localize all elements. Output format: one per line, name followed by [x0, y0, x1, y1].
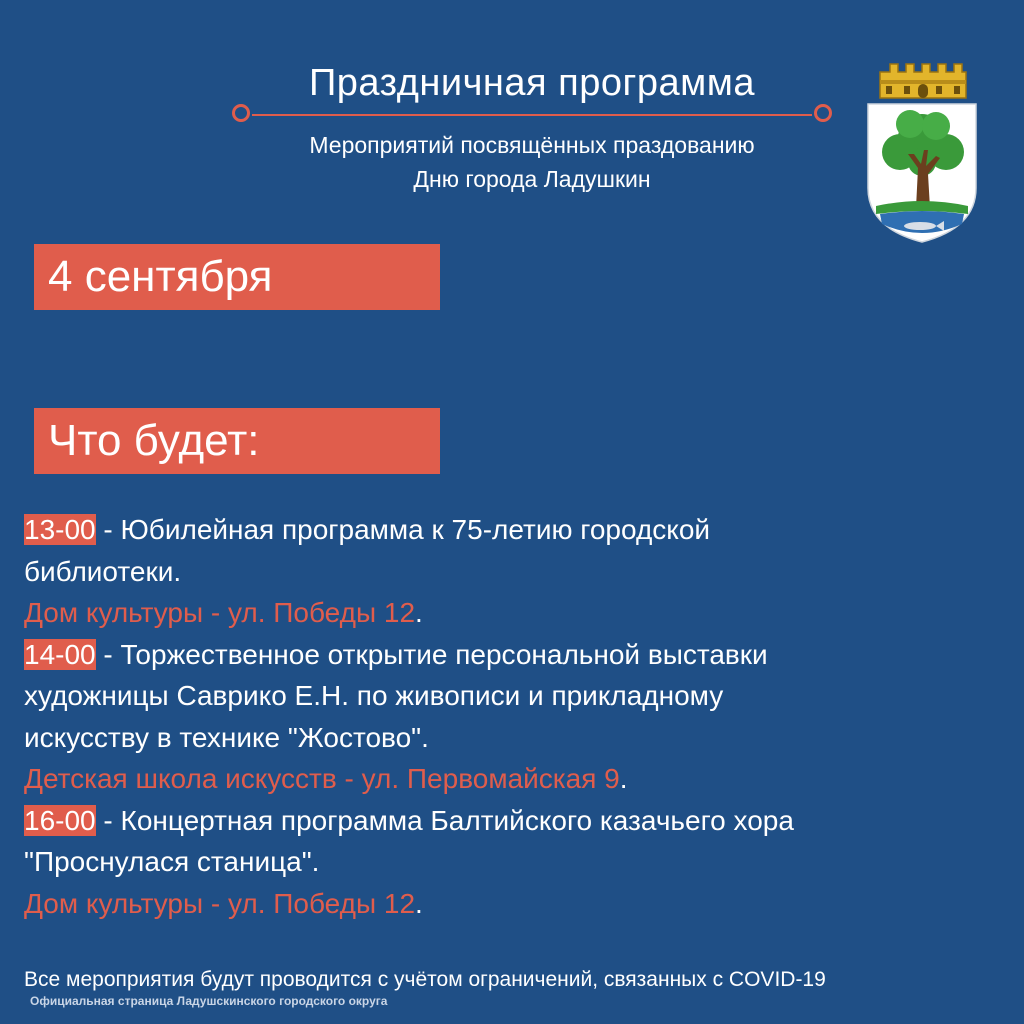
event-1-description: - Юбилейная программа к 75-летию городской: [103, 514, 711, 545]
event-2-place-row: Детская школа искусств - ул. Первомайская 9.: [24, 763, 628, 794]
event-2-place: Детская школа искусств - ул. Первомайская 9: [24, 763, 620, 794]
event-3-time: 16-00: [24, 804, 96, 836]
date-badge: 4 сентября: [34, 244, 440, 310]
event-3-line-1: [24, 800, 1014, 842]
covid-notice: Все мероприятия будут проводится с учётом ограничений, связанных с COVID-19: [24, 968, 826, 991]
event-3-line-2: "Проснулася станица".: [24, 846, 320, 877]
section-heading: Что будет:: [34, 408, 440, 474]
event-1-place: Дом культуры - ул. Победы 12: [24, 597, 416, 628]
subtitle: [200, 128, 864, 196]
event-2-line-2: художницы Саврико Е.Н. по живописи и прикладному: [24, 680, 724, 711]
title-divider: [232, 103, 832, 127]
source-caption: Официальная страница Ладушскинского городского округа: [30, 994, 388, 1008]
event-1-time: 13-00: [24, 514, 96, 545]
subtitle-line-2: Дню города Ладушкин: [413, 166, 651, 192]
event-2-description: - Торжественное открытие персональной выставки: [103, 638, 768, 670]
page-title: Праздничная программа: [308, 62, 756, 104]
event-1-place-row: Дом культуры - ул. Победы 12.: [24, 597, 423, 628]
event-schedule: [24, 509, 1014, 924]
event-3-description: - Концертная программа Балтийского казачьего хора: [103, 804, 794, 836]
city-coat-of-arms-icon: [864, 58, 980, 244]
event-2-line-1: [24, 634, 1014, 676]
event-2-time: 14-00: [24, 638, 96, 670]
event-3-place: Дом культуры - ул. Победы 12: [24, 887, 416, 919]
event-2-line-3: искусству в технике "Жостово".: [24, 721, 429, 753]
event-1-line-2: библиотеки.: [24, 555, 182, 587]
subtitle-line-1: Мероприятий посвящённых праздованию: [309, 132, 755, 158]
event-1-line-1: [24, 509, 1014, 551]
event-3-place-row: Дом культуры - ул. Победы 12.: [24, 887, 423, 919]
